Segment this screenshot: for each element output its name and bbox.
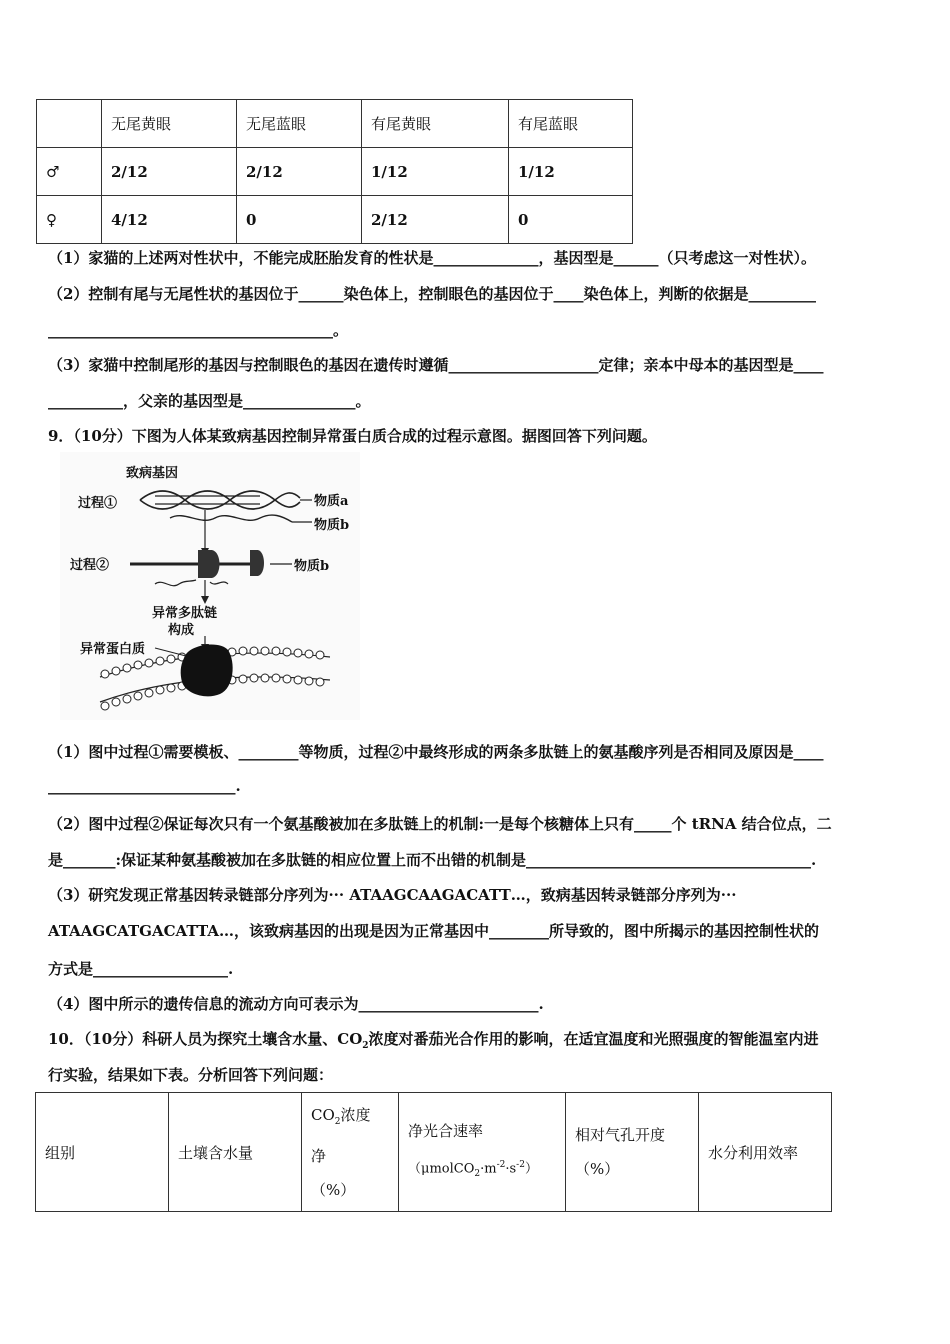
table-header-cell: [566, 1093, 699, 1212]
unit-sup: -2: [496, 1159, 506, 1170]
table-header-cell: 组别: [36, 1093, 169, 1212]
figure-label-substance-b: 物质b: [314, 518, 350, 533]
q10-intro-sub: 2: [362, 1041, 369, 1051]
table-cell: 2/12: [237, 148, 362, 196]
header-net: 净: [311, 1146, 327, 1165]
q9-part3-line3: 方式是__________________.: [48, 960, 234, 978]
q8-part2-line1: （2）控制有尾与无尾性状的基因位于______染色体上，控制眼色的基因位于____染色体上，判断的依据是_________: [48, 285, 816, 303]
q9-part2-line1: （2）图中过程②保证每次只有一个氨基酸被加在多肽链上的机制:一是每个核糖体上只有_____个 tRNA 结合位点，二: [48, 815, 832, 833]
experiment-table: [35, 1092, 832, 1212]
unit-part: ）: [524, 1160, 538, 1176]
trait-ratio-table: [36, 99, 633, 244]
q10-intro-line1: [48, 1028, 819, 1051]
figure-label-protein: 异常蛋白质: [80, 642, 146, 657]
table-header-row: [36, 1093, 832, 1212]
q9-part3-line2: ATAAGCATGACATTA…，该致病基因的出现是因为正常基因中________所导致的，图中所揭示的基因控制性状的: [48, 922, 819, 940]
table-cell: 0: [237, 196, 362, 244]
q8-part3-line2: __________，父亲的基因型是_______________。: [48, 392, 371, 410]
table-header-cell: 无尾蓝眼: [237, 100, 362, 148]
unit-sub: 2: [474, 1168, 481, 1179]
q9-title: 9．（10分）下图为人体某致病基因控制异常蛋白质合成的过程示意图。据图回答下列问题。: [48, 427, 657, 445]
q9-part1-line1: （1）图中过程①需要模板、________等物质，过程②中最终形成的两条多肽链上的氨基酸序列是否相同及原因是____: [48, 743, 824, 761]
figure-label-constitute: 构成: [168, 623, 195, 638]
q10-intro-line2: 行实验，结果如下表。分析回答下列问题：: [48, 1066, 334, 1084]
table-header-cell: [399, 1093, 566, 1212]
table-row: [37, 196, 633, 244]
table-header-cell: 有尾蓝眼: [509, 100, 633, 148]
q8-part1: （1）家猫的上述两对性状中，不能完成胚胎发育的性状是______________，基因型是______（只考虑这一对性状）。: [48, 249, 816, 267]
unit-part: ·m: [480, 1160, 497, 1176]
table-cell: 2/12: [102, 148, 237, 196]
table-header-cell: 无尾黄眼: [102, 100, 237, 148]
header-percent: （%）: [311, 1180, 356, 1199]
figure-label-polypeptide: 异常多肽链: [152, 606, 218, 621]
q9-part1-line2: _________________________.: [48, 777, 241, 795]
table-header-cell: 水分利用效率: [699, 1093, 832, 1212]
q10-intro-text-2: 浓度对番茄光合作用的影响，在适宜温度和光照强度的智能温室内进: [368, 1030, 819, 1048]
row-label-female: ♀: [37, 196, 102, 244]
table-cell: 2/12: [362, 196, 509, 244]
table-header-cell: 土壤含水量: [169, 1093, 302, 1212]
figure-label-substance-b-2: 物质b: [294, 559, 330, 574]
header-stomatal-unit: （%）: [575, 1160, 620, 1178]
header-co2-sub: 2: [334, 1116, 341, 1127]
figure-label-gene: 致病基因: [126, 466, 179, 481]
q9-part4: （4）图中所示的遗传信息的流动方向可表示为________________________.: [48, 995, 544, 1013]
table-header-cell: [302, 1093, 399, 1212]
header-concentration: 浓度: [340, 1105, 371, 1124]
header-net-photosynthesis: 净光合速率: [408, 1121, 484, 1140]
unit-sup: -2: [516, 1159, 525, 1170]
table-header-cell: [37, 100, 102, 148]
table-cell: 0: [509, 196, 633, 244]
table-cell: 1/12: [362, 148, 509, 196]
header-co2: CO: [311, 1105, 335, 1124]
row-label-male: ♂: [37, 148, 102, 196]
q8-part3-line1: （3）家猫中控制尾形的基因与控制眼色的基因在遗传时遵循____________________定律；亲本中母本的基因型是____: [48, 356, 824, 374]
figure-label-substance-a: 物质a: [314, 494, 349, 509]
table-row: [37, 148, 633, 196]
q9-part3-line1: （3）研究发现正常基因转录链部分序列为··· ATAAGCAAGACATT…，致病基因转录链部分序列为···: [48, 886, 737, 904]
figure-label-process1: 过程①: [78, 496, 118, 511]
header-stomatal: 相对气孔开度: [575, 1126, 666, 1144]
table-cell: 1/12: [509, 148, 633, 196]
gene-expression-figure: [60, 452, 360, 720]
q10-intro-text: 10．（10分）科研人员为探究土壤含水量、CO: [48, 1030, 363, 1048]
figure-label-process2: 过程②: [70, 558, 110, 573]
unit-part: （μmolCO: [408, 1160, 475, 1176]
table-cell: 4/12: [102, 196, 237, 244]
q9-part2-line2: 是_______:保证某种氨基酸被加在多肽链的相应位置上而不出错的机制是______________________________________.: [48, 851, 817, 869]
q8-part2-line2: ______________________________________。: [48, 321, 349, 339]
unit-part: ·s: [505, 1160, 517, 1176]
header-unit: [408, 1148, 556, 1191]
table-header-row: [37, 100, 633, 148]
table-header-cell: 有尾黄眼: [362, 100, 509, 148]
